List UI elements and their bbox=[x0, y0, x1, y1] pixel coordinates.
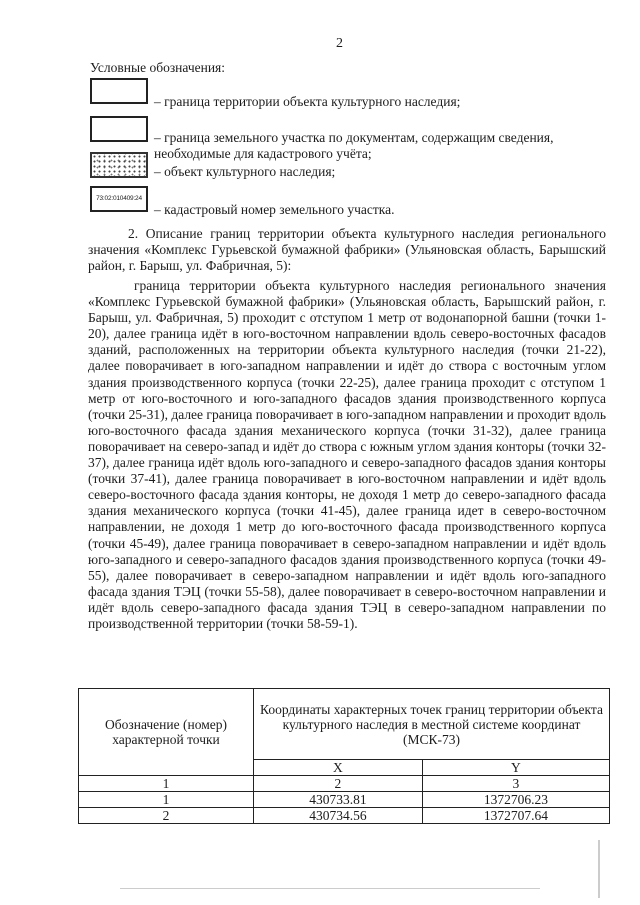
cadastral-box-symbol bbox=[90, 186, 148, 212]
hatched-box-symbol bbox=[90, 152, 148, 178]
index-cell: 3 bbox=[422, 776, 609, 792]
coordinates-table bbox=[78, 688, 610, 824]
plain-box-symbol bbox=[90, 78, 148, 104]
legend-item-territory-border bbox=[90, 78, 610, 108]
x-coordinate-cell: 430733.81 bbox=[254, 792, 423, 808]
column-header-x: X bbox=[254, 760, 423, 776]
scan-edge-mark bbox=[598, 840, 600, 898]
scan-edge-mark bbox=[120, 888, 540, 889]
index-cell: 2 bbox=[254, 776, 423, 792]
y-coordinate-cell: 1372706.23 bbox=[422, 792, 609, 808]
column-header-point: Обозначение (номер) характерной точки bbox=[79, 689, 254, 776]
point-number-cell: 2 bbox=[79, 808, 254, 824]
column-header-y: Y bbox=[422, 760, 609, 776]
legend-text: – кадастровый номер земельного участка. bbox=[154, 202, 395, 217]
legend-item-cadastral-number bbox=[90, 186, 610, 216]
legend-title: Условные обозначения: bbox=[90, 60, 226, 75]
y-coordinate-cell: 1372707.64 bbox=[422, 808, 609, 824]
index-cell: 1 bbox=[79, 776, 254, 792]
table-index-row bbox=[79, 776, 610, 792]
legend-text: – граница земельного участка по документам, содержащим сведения, bbox=[154, 130, 554, 145]
table-row bbox=[79, 808, 610, 824]
legend-text-continuation: необходимые для кадастрового учёта; bbox=[154, 146, 372, 161]
plain-box-symbol bbox=[90, 116, 148, 142]
page-number: 2 bbox=[336, 36, 343, 51]
section-heading: 2. Описание границ территории объекта культурного наследия регионального значения «Комплекс Гурьевской бумажной фабрики» (Ульяновская область, Барышский район, г. Барыш, ул. Фабричная, 5): bbox=[88, 226, 606, 273]
section-body: граница территории объекта культурного наследия регионального значения «Комплекс Гурьевской бумажной фабрики» (Ульяновская область, Барышский район, г. Барыш, ул. Фабричная, 5) проходит с отступом 1 метр от водонапорной башни (точки 1-20), далее граница идёт в юго-восточном направлении вдоль северо-восточных фасадов зданий, расположенных на территории объекта культурного наследия (точки 21-22), далее поворачивает в юго-западном направлении и идёт до створа с восточным углом здания производственного корпуса (точки 22-25), далее граница проходит с отступом 1 метр от юго-восточного и юго-западного фасадов здания производственного корпуса (точки 25-31), далее граница поворачивает в юго-западном направлении и проходит вдоль юго-восточного фасада здания механического корпуса (точки 31-32), далее граница поворачивает на северо-запад и идёт до створа с южным углом здания конторы (точки 32-37), далее граница идёт вдоль юго-западного и северо-западного фасадов здания конторы (точки 37-41), далее граница поворачивает в юго-восточном направлении и идёт вдоль северо-восточного фасада здания конторы, не доходя 1 метр до северо-западного фасада здания механического корпуса (точки 41-45), далее граница идет в северо-восточном направлении, не доходя 1 метр до юго-восточного фасада производственного корпуса (точки 45-49), далее граница поворачивает в северо-западном направлении и идёт вдоль юго-западного и северо-западного фасадов здания производственного корпуса (точки 49-55), далее поворачивает в северо-западном направлении и идёт вдоль юго-западного фасада здания ТЭЦ (точки 55-58), далее поворачивает в северо-восточном направлении и идёт вдоль северо-западного фасада здания ТЭЦ в северо-западном направлении по производственной территории (точки 58-59-1). bbox=[88, 278, 606, 631]
x-coordinate-cell: 430734.56 bbox=[254, 808, 423, 824]
table-row bbox=[79, 792, 610, 808]
legend-text: – граница территории объекта культурного наследия; bbox=[154, 94, 461, 109]
cadastral-box-label: 73:02:010409:24 bbox=[96, 195, 142, 202]
point-number-cell: 1 bbox=[79, 792, 254, 808]
column-header-coordinates: Координаты характерных точек границ территории объекта культурного наследия в местной системе координат (МСК-73) bbox=[254, 689, 610, 760]
table-header-row bbox=[79, 689, 610, 760]
legend-item-heritage-object bbox=[90, 150, 610, 180]
legend-text: – объект культурного наследия; bbox=[154, 164, 336, 179]
